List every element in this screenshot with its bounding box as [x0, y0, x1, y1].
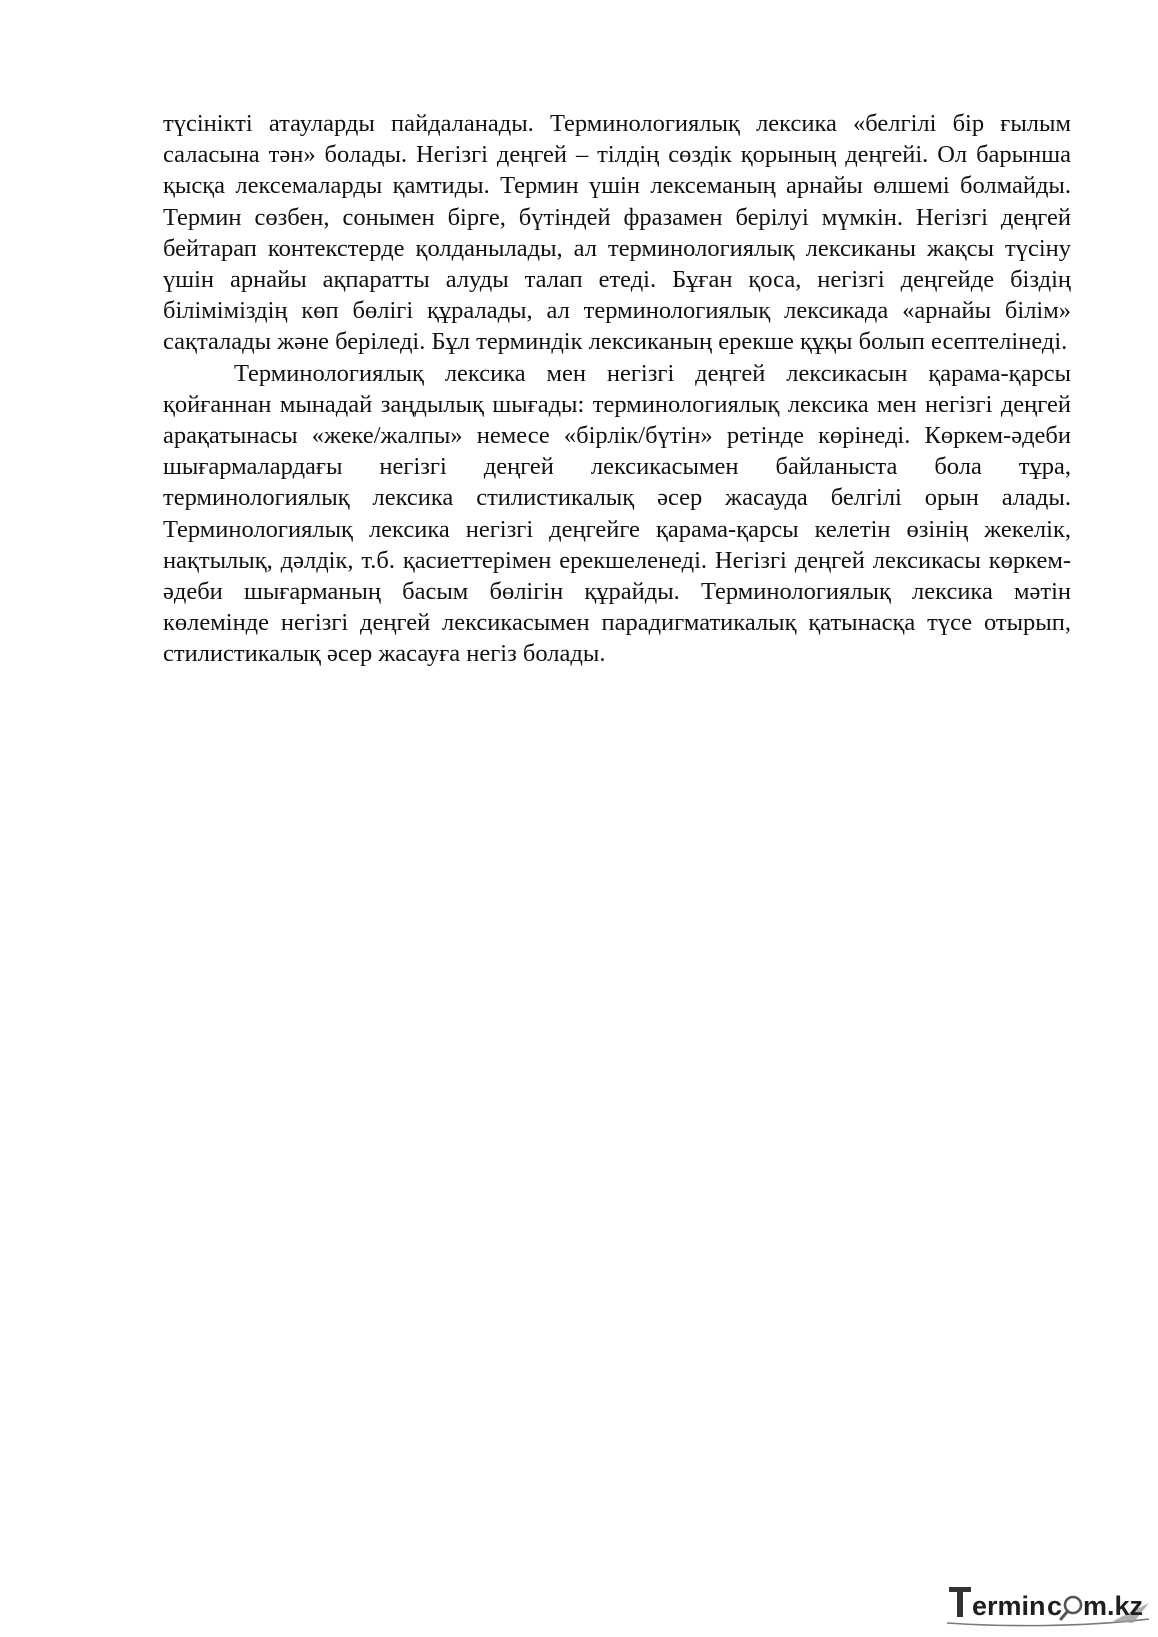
svg-text:ermin: ermin: [972, 1591, 1046, 1621]
magnifier-o-icon: [1061, 1597, 1081, 1619]
svg-text:c: c: [1047, 1591, 1063, 1621]
document-body: [163, 108, 1071, 670]
termincom-logo: [945, 1579, 1151, 1629]
paragraph-1: түсінікті атауларды пайдаланады. Терминологиялық лексика «белгілі бір ғылым саласына тән» болады. Негізгі деңгей – тілдің сөздік қорының деңгейі. Ол барынша қысқа лексемаларды қамтиды. Термин үшін лексеманың арнайы өлшемі болмайды. Термин сөзбен, сонымен бірге, бүтіндей фразамен берілуі мүмкін. Негізгі деңгей бейтарап контекстерде қолданылады, ал терминологиялық лексиканы жақсы түсіну үшін арнайы ақпаратты алуды талап етеді. Бұған қоса, негізгі деңгейде біздің біліміміздің көп бөлігі құралады, ал терминологиялық лексикада «арнайы білім» сақталады және беріледі. Бұл терминдік лексиканың ерекше құқы болып есептелінеді.: [163, 110, 1071, 356]
paragraph-2: Терминологиялық лексика мен негізгі деңгей лексикасын қарама-қарсы қойғаннан мынадай заңдылық шығады: терминологиялық лексика мен негізгі деңгей арақатынасы «жеке/жалпы» немесе «бірлік/бүтін» ретінде көрінеді. Көркем-әдеби шығармалардағы негізгі деңгей лексикасымен байланыста бола тұра, терминологиялық лексика стилистикалық әсер жасауда белгілі орын алады. Терминологиялық лексика негізгі деңгейге қарама-қарсы келетін өзінің жекелік, нақтылық, дәлдік, т.б. қасиеттерімен ерекшеленеді. Негізгі деңгей лексикасы көркем-әдеби шығарманың басым бөлігін құрайды. Терминологиялық лексика мәтін көлемінде негізгі деңгей лексикасымен парадигматикалық қатынасқа түсе отырып, стилистикалық әсер жасауға негіз болады.: [163, 359, 1071, 668]
svg-text:m.kz: m.kz: [1083, 1591, 1144, 1621]
termincom-logo-graphic: [945, 1579, 1151, 1629]
